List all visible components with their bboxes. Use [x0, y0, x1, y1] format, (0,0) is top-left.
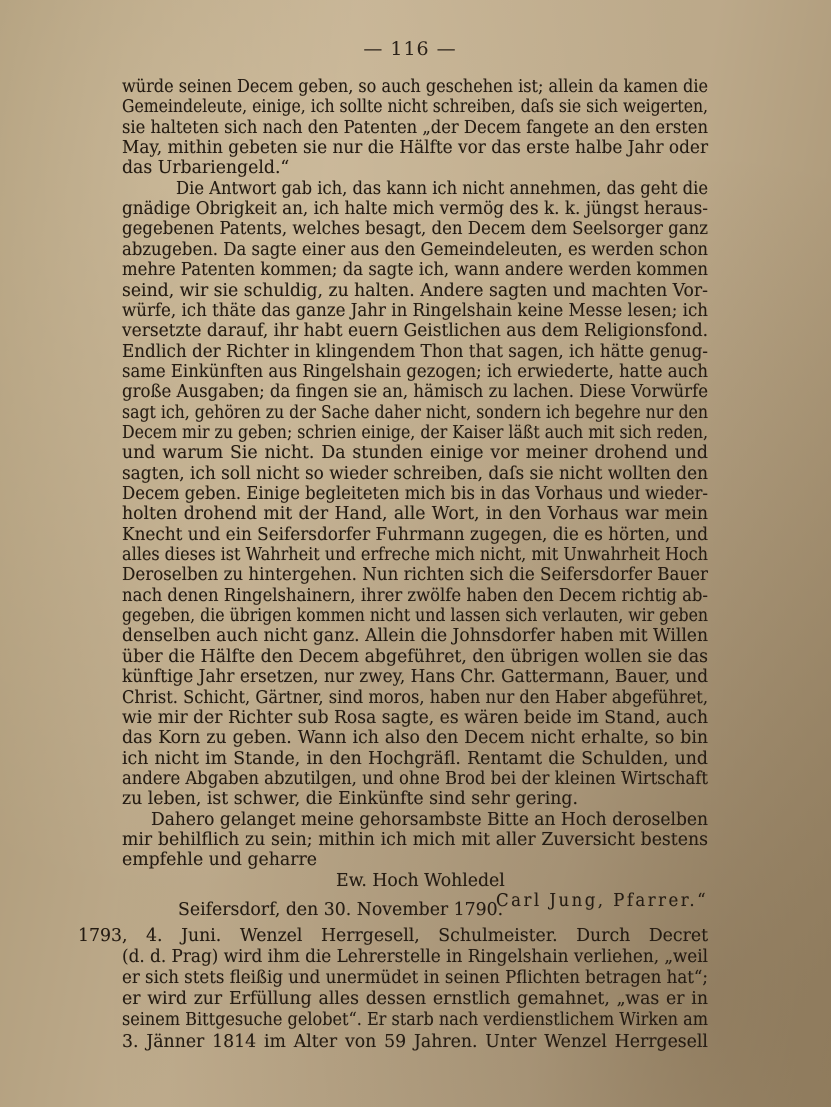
- text-line: Endlich der Richter in klingendem Thon that sagen, ich hätte genug-: [122, 341, 708, 362]
- text-line: Gemeindeleute, einige, ich sollte nicht schreiben, daſs sie sich weigerten,: [122, 97, 709, 118]
- text-line: Die Antwort gab ich, das kann ich nicht annehmen, das geht die: [176, 178, 708, 199]
- text-line: abzugeben. Da sagte einer aus den Gemeindeleuten, es werden schon: [122, 239, 709, 260]
- page-number: — 116 —: [363, 38, 457, 60]
- text-line: (d. d. Prag) wird ihm die Lehrerstelle in Ringelshain verliehen, „weil: [122, 947, 709, 967]
- text-line: Deroselben zu hintergehen. Nun richten sich die Seifersdorfer Bauer: [122, 565, 709, 586]
- text-line: Dahero gelanget meine gehorsambste Bitte an Hoch deroselben: [151, 809, 708, 830]
- text-line: sagt ich, gehören zu der Sache daher nicht, sondern ich begehre nur den: [122, 402, 708, 423]
- text-line: 1793, 4. Juni. Wenzel Herrgesell, Schulmeister. Durch Decret: [78, 926, 709, 946]
- text-line: er sich stets fleißig und unermüdet in seinen Pflichten betragen hat“;: [122, 968, 709, 988]
- text-line: zu leben, ist schwer, die Einkünfte sind sehr gering.: [122, 789, 578, 810]
- text-line: Knecht und ein Seifersdorfer Fuhrmann zugegen, die es hörten, und: [122, 524, 709, 545]
- text-line: alles dieses ist Wahrheit und erfreche mich nicht, mit Unwahrheit Hoch: [122, 545, 709, 566]
- text-line: Decem mir zu geben; schrien einige, der Kaiser läßt auch mit sich reden,: [122, 422, 709, 443]
- text-line: und warum Sie nicht. Da stunden einige vor meiner drohend und: [122, 443, 708, 464]
- text-line: große Ausgaben; da fingen sie an, hämisch zu lachen. Diese Vorwürfe: [122, 382, 708, 403]
- text-line: gnädige Obrigkeit an, ich halte mich vermög des k. k. jüngst heraus-: [122, 199, 708, 220]
- text-line: Carl Jung, Pfarrer.“: [496, 891, 709, 911]
- text-line: same Einkünften aus Ringelshain gezogen; ich erwiederte, hatte auch: [122, 361, 709, 382]
- text-line: denselben auch nicht ganz. Allein die Johnsdorfer haben mit Willen: [122, 626, 708, 647]
- text-line: andere Abgaben abzutilgen, und ohne Brod bei der kleinen Wirtschaft: [122, 768, 708, 789]
- text-line: 3. Jänner 1814 im Alter von 59 Jahren. Unter Wenzel Herrgesell: [122, 1032, 708, 1052]
- text-line: May, mithin gebeten sie nur die Hälfte vor das erste halbe Jahr oder: [122, 138, 709, 159]
- text-line: das Urbariengeld.“: [122, 158, 290, 179]
- text-line: gegebenen Patents, welches besagt, den Decem dem Seelsorger ganz: [122, 219, 708, 240]
- text-line: Christ. Schicht, Gärtner, sind moros, haben nur den Haber abgeführet,: [122, 687, 708, 708]
- text-line: das Korn zu geben. Wann ich also den Decem nicht erhalte, so bin: [122, 728, 708, 749]
- text-line: gegeben, die übrigen kommen nicht und lassen sich verlauten, wir geben: [122, 606, 709, 627]
- text-line: ich nicht im Stande, in den Hochgräfl. Rentamt die Schulden, und: [122, 748, 708, 769]
- text-line: künftige Jahr ersetzen, nur zwey, Hans Chr. Gattermann, Bauer, und: [122, 667, 709, 688]
- text-line: sie halteten sich nach den Patenten „der Decem fangete an den ersten: [122, 117, 709, 138]
- text-line: seind, wir sie schuldig, zu halten. Andere sagten und machten Vor-: [122, 280, 709, 301]
- text-line: würfe, ich thäte das ganze Jahr in Ringelshain keine Messe lesen; ich: [122, 300, 708, 321]
- text-line: wie mir der Richter sub Rosa sagte, es wären beide im Stand, auch: [122, 707, 708, 728]
- text-line: seinem Bittgesuche gelobet“. Er starb nach verdienstlichem Wirken am: [122, 1010, 708, 1030]
- text-line: würde seinen Decem geben, so auch geschehen ist; allein da kamen die: [122, 77, 708, 97]
- text-line: sagten, ich soll nicht so wieder schreiben, daſs sie nicht wollten den: [122, 463, 709, 484]
- text-line: Decem geben. Einige begleiteten mich bis in das Vorhaus und wieder-: [122, 484, 709, 504]
- text-line: mir behilflich zu sein; mithin ich mich mit aller Zuversicht bestens: [122, 829, 708, 850]
- text-line: nach denen Ringelshainern, ihrer zwölfe haben den Decem richtig ab-: [122, 585, 708, 606]
- text-line: versetzte darauf, ihr habt euern Geistlichen aus dem Religionsfond.: [122, 321, 709, 342]
- text-line: empfehle und geharre: [122, 850, 317, 871]
- text-line: Ew. Hoch Wohledel: [336, 870, 505, 891]
- text-line: über die Hälfte den Decem abgeführet, den übrigen wollen sie das: [122, 646, 709, 667]
- text-line: er wird zur Erfüllung alles dessen ernstlich gemahnet, „was er in: [122, 989, 708, 1009]
- text-line: Seifersdorf, den 30. November 1790.: [178, 900, 504, 920]
- text-line: holten drohend mit der Hand, alle Wort, in den Vorhaus war mein: [122, 504, 708, 525]
- text-line: mehre Patenten kommen; da sagte ich, wann andere werden kommen: [122, 260, 709, 281]
